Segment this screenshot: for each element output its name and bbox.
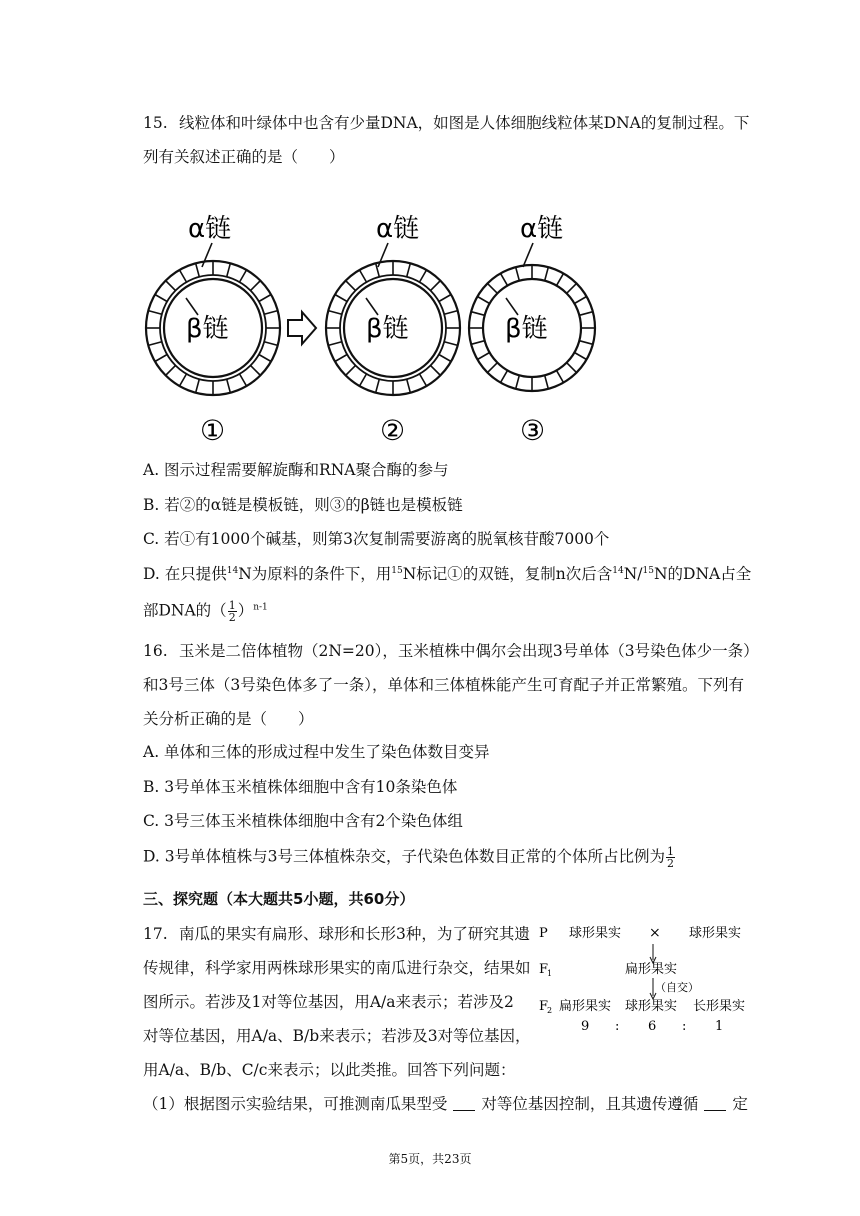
cross-p-right: 球形果实 xyxy=(689,926,742,941)
circle-label-2: ② xyxy=(380,414,406,447)
alpha-label-1: α链 xyxy=(188,214,232,244)
base-pair-tick xyxy=(557,370,564,382)
base-pair-tick xyxy=(477,297,489,304)
base-pair-tick xyxy=(166,365,176,375)
base-pair-tick xyxy=(180,374,187,386)
svg-text::: : xyxy=(682,1019,687,1034)
right-arrow-icon xyxy=(288,312,316,344)
base-pair-tick xyxy=(501,370,508,382)
fraction-half: $\frac{1}{2}$ xyxy=(228,599,236,624)
base-pair-tick xyxy=(180,270,187,282)
base-pair-tick xyxy=(155,295,167,302)
q16-option-a: A. 单体和三体的形成过程中发生了染色体数目变异 xyxy=(143,743,490,761)
base-pair-tick xyxy=(574,353,586,360)
base-pair-tick xyxy=(471,312,485,316)
cross-f2-round: 球形果实 xyxy=(625,999,678,1014)
q16-stem-line2: 和3号三体（3号染色体多了一条），单体和三体植株能产生可育配子并正常繁殖。下列有 xyxy=(143,676,744,694)
q17-stem-line1: 17. 南瓜的果实有扁形、球形和长形3种，为了研究其遗 xyxy=(143,925,530,943)
base-pair-tick xyxy=(430,365,440,375)
base-pair-tick xyxy=(155,355,167,362)
page-footer: 第5页，共23页 xyxy=(388,1152,472,1166)
base-pair-tick xyxy=(574,297,586,304)
q17-number: 17. xyxy=(143,925,168,943)
section3-title: 三、探究题（本大题共5小题，共60分） xyxy=(143,890,415,908)
q15-stem-line2: 列有关叙述正确的是（ ） xyxy=(143,148,345,166)
base-pair-tick xyxy=(250,365,260,375)
svg-text:2: 2 xyxy=(547,1006,553,1015)
q16-option-b: B. 3号单体玉米植株体细胞中含有10条染色体 xyxy=(143,778,458,796)
base-pair-tick xyxy=(439,295,451,302)
fraction-half: $\frac{1}{2}$ xyxy=(666,845,674,870)
base-pair-tick xyxy=(328,311,342,315)
q16-option-c: C. 3号三体玉米植株体细胞中含有2个染色体组 xyxy=(143,812,463,830)
cross-p-label: P xyxy=(539,926,548,941)
base-pair-tick xyxy=(557,273,564,285)
base-pair-tick xyxy=(471,341,485,345)
base-pair-tick xyxy=(346,281,356,291)
beta-label-2: β链 xyxy=(366,314,409,344)
base-pair-tick xyxy=(148,342,162,346)
q16-stem-line3: 关分析正确的是（ ） xyxy=(143,710,314,728)
base-pair-tick xyxy=(328,342,342,346)
beta-label-3: β链 xyxy=(505,314,548,344)
base-pair-tick xyxy=(579,312,593,316)
q15-option-d-line1: D. 在只提供$^{14}$N为原料的条件下，用$^{15}$N标记①的双链，复制n次后含$^{14}$N/$^{15}$N的DNA占全 xyxy=(143,565,752,583)
base-pair-tick xyxy=(439,355,451,362)
base-pair-tick xyxy=(360,374,367,386)
base-pair-tick xyxy=(487,283,497,293)
q15-option-b: B. 若②的α链是模板链，则③的β链也是模板链 xyxy=(143,496,463,514)
base-pair-tick xyxy=(444,311,458,315)
cross-ratio-6: 6 xyxy=(648,1019,657,1034)
q17-stem-line4: 对等位基因，用A/a、B/b来表示；若涉及3对等位基因， xyxy=(143,1027,531,1045)
q16-option-d: D. 3号单体植株与3号三体植株杂交，子代染色体数目正常的个体所占比例为 $\frac{1}{2}$ xyxy=(143,845,674,870)
base-pair-tick xyxy=(420,270,427,282)
cross-p-left: 球形果实 xyxy=(569,926,622,941)
alpha-label-3: α链 xyxy=(520,214,564,244)
base-pair-tick xyxy=(567,363,577,373)
q17-stem-line5: 用A/a、B/b、C/c来表示；以此类推。回答下列问题： xyxy=(143,1061,516,1079)
base-pair-tick xyxy=(545,267,549,281)
base-pair-tick xyxy=(487,363,497,373)
cross-f2-flat: 扁形果实 xyxy=(559,999,612,1014)
base-pair-tick xyxy=(420,374,427,386)
base-pair-tick xyxy=(227,379,231,393)
base-pair-tick xyxy=(259,355,271,362)
base-pair-tick xyxy=(196,263,200,277)
cross-f2-label: F xyxy=(539,999,549,1014)
base-pair-tick xyxy=(567,283,577,293)
base-pair-tick xyxy=(259,295,271,302)
base-pair-tick xyxy=(545,375,549,389)
base-pair-tick xyxy=(335,295,347,302)
circle-label-1: ① xyxy=(200,414,226,447)
cross-ratio-9: 9 xyxy=(581,1019,590,1034)
base-pair-tick xyxy=(250,281,260,291)
base-pair-tick xyxy=(335,355,347,362)
base-pair-tick xyxy=(407,379,411,393)
base-pair-tick xyxy=(516,375,520,389)
cross-ratio-1: 1 xyxy=(715,1019,724,1034)
base-pair-tick xyxy=(240,270,247,282)
base-pair-tick xyxy=(346,365,356,375)
alpha-label-2: α链 xyxy=(376,214,420,244)
q15-option-a: A. 图示过程需要解旋酶和RNA聚合酶的参与 xyxy=(143,461,449,479)
base-pair-tick xyxy=(360,270,367,282)
base-pair-tick xyxy=(444,342,458,346)
q16-stem-line1: 16. 玉米是二倍体植物（2N=20），玉米植株中偶尔会出现3号单体（3号染色体少一条） xyxy=(143,642,759,660)
base-pair-tick xyxy=(501,273,508,285)
genetic-cross-diagram xyxy=(535,918,760,1043)
base-pair-tick xyxy=(407,263,411,277)
cross-self: （自交） xyxy=(655,981,699,994)
dna-replication-figure xyxy=(140,205,610,450)
q15-option-c: C. 若①有1000个碱基，则第3次复制需要游离的脱氧核苷酸7000个 xyxy=(143,530,610,548)
cross-f2-long: 长形果实 xyxy=(693,999,746,1014)
base-pair-tick xyxy=(148,311,162,315)
svg-text:1: 1 xyxy=(547,969,553,978)
base-pair-tick xyxy=(240,374,247,386)
cross-f1-phenotype: 扁形果实 xyxy=(625,962,678,977)
svg-text::: : xyxy=(615,1019,620,1034)
q16-number: 16. xyxy=(143,642,168,660)
base-pair-tick xyxy=(376,379,380,393)
answer-blank-1[interactable] xyxy=(453,1096,475,1111)
base-pair-tick xyxy=(477,353,489,360)
circle-label-3: ③ xyxy=(520,414,546,447)
base-pair-tick xyxy=(264,342,278,346)
q15-stem-line1: 15. 线粒体和叶绿体中也含有少量DNA，如图是人体细胞线粒体某DNA的复制过程。下 xyxy=(143,114,750,132)
cross-times: × xyxy=(649,925,661,941)
q17-stem-line2: 传规律，科学家用两株球形果实的南瓜进行杂交，结果如 xyxy=(143,959,531,977)
q17-sub1: （1）根据图示实验结果，可推测南瓜果型受 对等位基因控制，且其遗传遵循 定 xyxy=(143,1095,748,1113)
base-pair-tick xyxy=(264,311,278,315)
base-pair-tick xyxy=(516,267,520,281)
base-pair-tick xyxy=(430,281,440,291)
beta-label-1: β链 xyxy=(186,314,229,344)
base-pair-tick xyxy=(196,379,200,393)
base-pair-tick xyxy=(166,281,176,291)
answer-blank-2[interactable] xyxy=(704,1096,726,1111)
q15-option-d-line2: 部DNA的（ $\frac{1}{2}$ ）$^{n-1}$ xyxy=(143,599,268,624)
base-pair-tick xyxy=(579,341,593,345)
q15-number: 15. xyxy=(143,114,168,132)
q17-stem-line3: 图所示。若涉及1对等位基因，用A/a来表示；若涉及2 xyxy=(143,993,514,1011)
base-pair-tick xyxy=(227,263,231,277)
cross-f1-label: F xyxy=(539,962,549,977)
